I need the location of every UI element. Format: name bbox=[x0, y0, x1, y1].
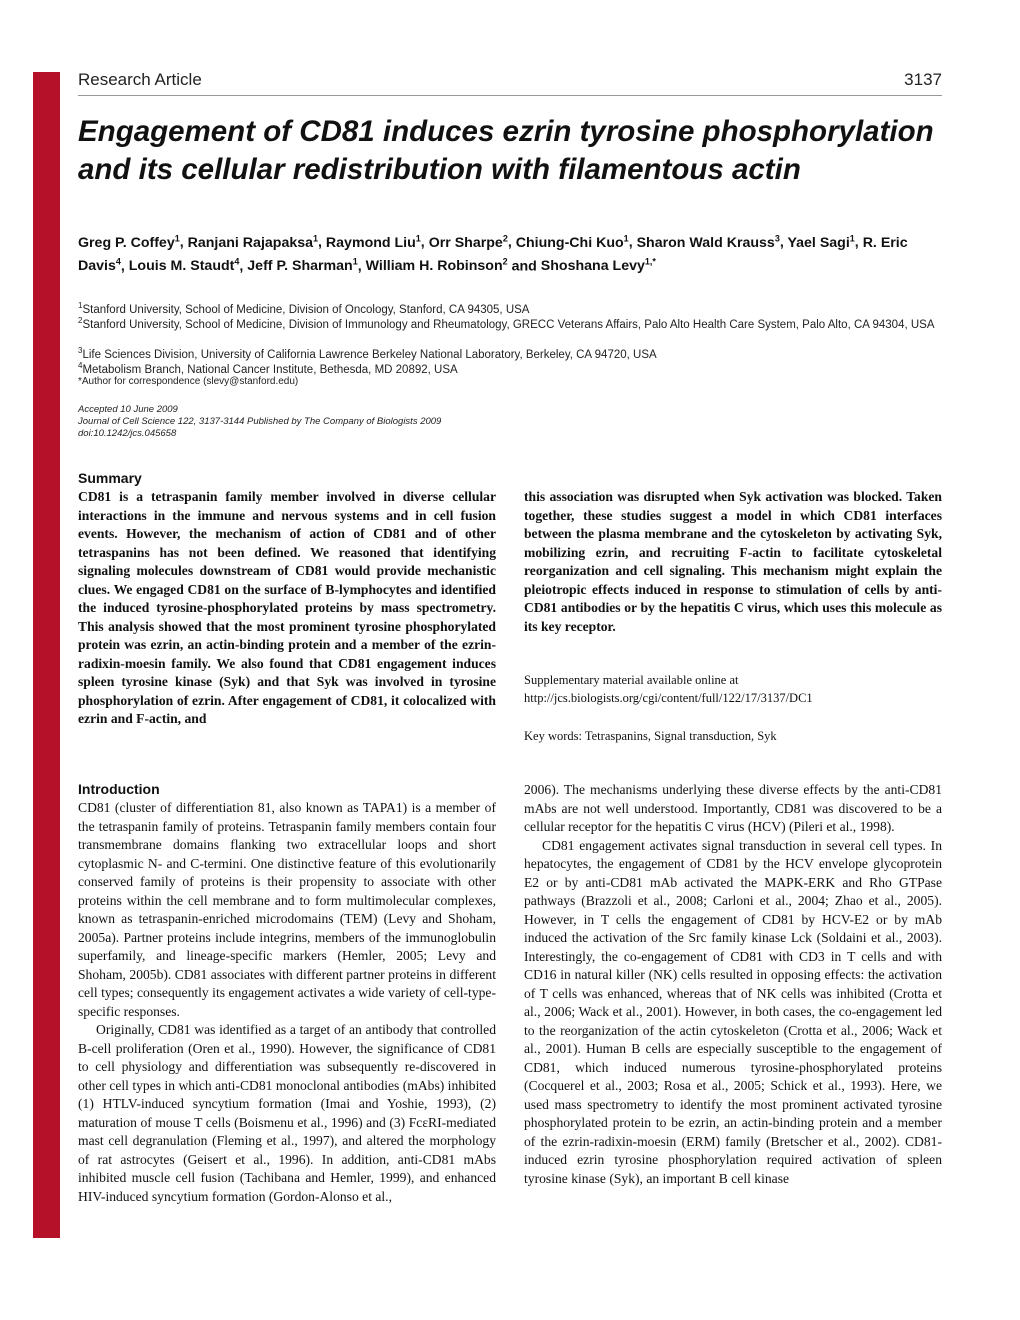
author-affiliation-marker: 1 bbox=[623, 233, 629, 243]
intro-paragraph-4: CD81 engagement activates signal transduction in several cell types. In hepatocytes, the engagement of CD81 by the HCV envelope glycoprotein E2 or by anti-CD81 mAb activated the MAPK-ERK and Rho GTPase pathways (Brazzoli et al., 2008; Carloni et al., 2004; Zhao et al., 2005). However, in T cells the engagement of CD81 by HCV-E2 or by mAb induced the activation of the Src family kinase Lck (Soldaini et al., 2003). Interestingly, the co-engagement of CD81 with CD3 in T cells and with CD16 in natural killer (NK) cells resulted in opposing effects: the activation of T cells was enhanced, whereas that of NK cells was inhibited (Crotta et al., 2006; Wack et al., 2001). However, in both cases, the co-engagement led to the reorganization of the actin cytoskeleton (Crotta et al., 2006; Wack et al., 2001). Human B cells are especially susceptible to the engagement of CD81, which induced numerous tyrosine-phosphorylated proteins (Cocquerel et al., 2003; Rosa et al., 2005; Schick et al., 1993). Here, we used mass spectrometry to identify the most prominent activated tyrosine phosphorylated protein to be ezrin, an actin-binding protein and a member of the ezrin-radixin-moesin (ERM) family (Bretscher et al., 2002). CD81-induced ezrin tyrosine phosphorylation required activation of spleen tyrosine kinase (Syk), an important B cell kinase bbox=[524, 837, 942, 1186]
accepted-date: Accepted 10 June 2009 bbox=[78, 404, 178, 415]
introduction-heading: Introduction bbox=[78, 781, 160, 797]
author-affiliation-marker: 1 bbox=[352, 256, 358, 267]
author-name: Sharon Wald Krauss$^3$ bbox=[636, 233, 780, 251]
author-name: Jeff P. Sharman$^1$ bbox=[247, 256, 358, 275]
author-list: Greg P. Coffey$^1$, Ranjani Rajapaksa$^1$, Raymond Liu$^1$, Orr Sharpe$^2$, Chiung-Chi Kuo$^1$, Sharon Wald Krauss$^3$, Yael Sagi$^1$, R. Eric Davis$^4$, Louis M. Staudt$^4$, Jeff P. Sharman$^1$, William H. Robinson$^2$ and Shoshana Levy$^{1,*}$ bbox=[78, 233, 908, 275]
affiliation-2: $^2$Stanford University, School of Medicine, Division of Immunology and Rheumatology, GRECC Veterans Affairs, Palo Alto Health Care System, Palo Alto, CA 94304, USA bbox=[78, 316, 935, 331]
introduction-left-column bbox=[78, 799, 496, 1241]
author-name: R. Eric Davis$^4$ bbox=[78, 234, 908, 275]
author-name: Shoshana Levy$^{1,*}$ bbox=[540, 256, 656, 275]
author-affiliation-marker: 3 bbox=[774, 233, 780, 243]
author-name: Orr Sharpe$^2$ bbox=[428, 233, 508, 251]
author-name: Louis M. Staudt$^4$ bbox=[128, 256, 240, 275]
article-title: Engagement of CD81 induces ezrin tyrosine phosphorylation and its cellular redistribution with filamentous actin bbox=[78, 115, 934, 186]
author-affiliation-marker: 1 bbox=[849, 233, 855, 243]
intro-paragraph-2: Originally, CD81 was identified as a target of an antibody that controlled B-cell proliferation (Oren et al., 1990). However, the significance of CD81 to cell physiology and differentiation was subsequently re-discovered in other cell types in which anti-CD81 monoclonal antibodies (mAbs) inhibited (1) HTLV-induced syncytium formation (Imai and Yoshie, 1993), (2) maturation of mouse T cells (Boismenu et al., 1996) and (3) FcεRI-mediated mast cell degranulation (Fleming et al., 1997), and altered the morphology of rat astrocytes (Geisert et al., 1996). In addition, anti-CD81 mAbs inhibited muscle cell fusion (Tachibana and Hemler, 1999), and enhanced HIV-induced syncytium formation (Gordon-Alonso et al., bbox=[78, 1022, 496, 1204]
author-affiliation-marker: 2 bbox=[502, 233, 508, 243]
doi: doi:10.1242/jcs.045658 bbox=[78, 428, 177, 439]
author-name: Ranjani Rajapaksa$^1$ bbox=[187, 233, 319, 251]
summary-heading: Summary bbox=[78, 470, 142, 486]
intro-paragraph-1: CD81 (cluster of differentiation 81, also known as TAPA1) is a member of the tetraspanin family of proteins. Tetraspanin family members contain four transmembrane domains flanking two extracellular loops and short cytoplasmic N- and C-termini. One distinctive feature of this evolutionarily conserved family of proteins is their propensity to associate with other proteins within the cell membrane and to form multimolecular complexes, known as tetraspanin-enriched microdomains (TEM) (Levy and Shoham, 2005a). Partner proteins include integrins, members of the immunoglobulin superfamily, and lineage-specific markers (Hemler, 2005; Levy and Shoham, 2005b). CD81 associates with different partner proteins in different cell types; consequently its engagement activates a wide variety of cell-type-specific responses. bbox=[78, 800, 496, 1019]
author-conjunction: and bbox=[511, 258, 537, 275]
author-affiliation-marker: 1 bbox=[415, 233, 421, 243]
author-affiliation-marker: 1 bbox=[174, 233, 180, 243]
supplementary-text: Supplementary material available online at bbox=[524, 673, 739, 687]
journal-citation: Journal of Cell Science 122, 3137-3144 Published by The Company of Biologists 2009 bbox=[78, 416, 442, 427]
summary-right-column: this association was disrupted when Syk activation was blocked. Taken together, these studies suggest a model in which CD81 interfaces between the plasma membrane and the cytoskeleton by activating Syk, mobilizing ezrin, and recruiting F-actin to facilitate cytoskeletal reorganization and cell signaling. This mechanism might explain the pleiotropic effects induced in response to stimulation of cells by anti-CD81 antibodies or by the hepatitis C virus, which uses this molecule as its key receptor. bbox=[524, 489, 942, 634]
author-affiliation-marker: 1,* bbox=[644, 256, 656, 267]
author-name: Raymond Liu$^1$ bbox=[325, 233, 421, 251]
affiliation-1: $^1$Stanford University, School of Medicine, Division of Oncology, Stanford, CA 94305, USA bbox=[78, 301, 530, 316]
summary-left-column: CD81 is a tetraspanin family member involved in diverse cellular interactions in the immune and nervous systems and in cell fusion events. However, the mechanism of action of CD81 and of other tetraspanins has not been defined. We reasoned that identifying signaling molecules downstream of CD81 would provide mechanistic clues. We engaged CD81 on the surface of B-lymphocytes and identified the induced tyrosine-phosphorylated proteins by mass spectrometry. This analysis showed that the most prominent tyrosine phosphorylated protein was ezrin, an actin-binding protein and a member of the ezrin-radixin-moesin family. We also found that CD81 engagement induces spleen tyrosine kinase (Syk) and that Syk was involved in tyrosine phosphorylation of ezrin. After engagement of CD81, it colocalized with ezrin and F-actin, and bbox=[78, 489, 496, 726]
article-type: Research Article bbox=[78, 70, 202, 89]
intro-paragraph-3: 2006). The mechanisms underlying these diverse effects by the anti-CD81 mAbs are not well understood. Importantly, CD81 was discovered to be a cellular receptor for the hepatitis C virus (HCV) (Pileri et al., 1998). bbox=[524, 782, 942, 834]
affiliation-4: $^4$Metabolism Branch, National Cancer Institute, Bethesda, MD 20892, USA bbox=[78, 361, 458, 376]
author-name: Chiung-Chi Kuo$^1$ bbox=[515, 233, 629, 251]
introduction-right-column bbox=[524, 781, 942, 1241]
page-number: 3137 bbox=[904, 70, 942, 89]
author-name: Greg P. Coffey$^1$ bbox=[78, 233, 180, 251]
author-affiliation-marker: 4 bbox=[115, 256, 121, 267]
author-affiliation-marker: 2 bbox=[502, 256, 508, 267]
journal-side-label: Journal of Cell Science bbox=[33, 552, 52, 726]
supplementary-link[interactable]: http://jcs.biologists.org/cgi/content/full/122/17/3137/DC1 bbox=[524, 691, 813, 705]
author-name: Yael Sagi$^1$ bbox=[787, 233, 855, 251]
keywords: Key words: Tetraspanins, Signal transduction, Syk bbox=[524, 729, 777, 743]
author-affiliation-marker: 4 bbox=[234, 256, 240, 267]
author-affiliation-marker: 1 bbox=[313, 233, 319, 243]
correspondence-note: *Author for correspondence (slevy@stanford.edu) bbox=[78, 376, 299, 387]
author-name: William H. Robinson$^2$ bbox=[365, 256, 508, 275]
header-divider bbox=[78, 95, 942, 96]
affiliation-3: $^3$Life Sciences Division, University of California Lawrence Berkeley National Laboratory, Berkeley, CA 94720, USA bbox=[78, 346, 657, 361]
